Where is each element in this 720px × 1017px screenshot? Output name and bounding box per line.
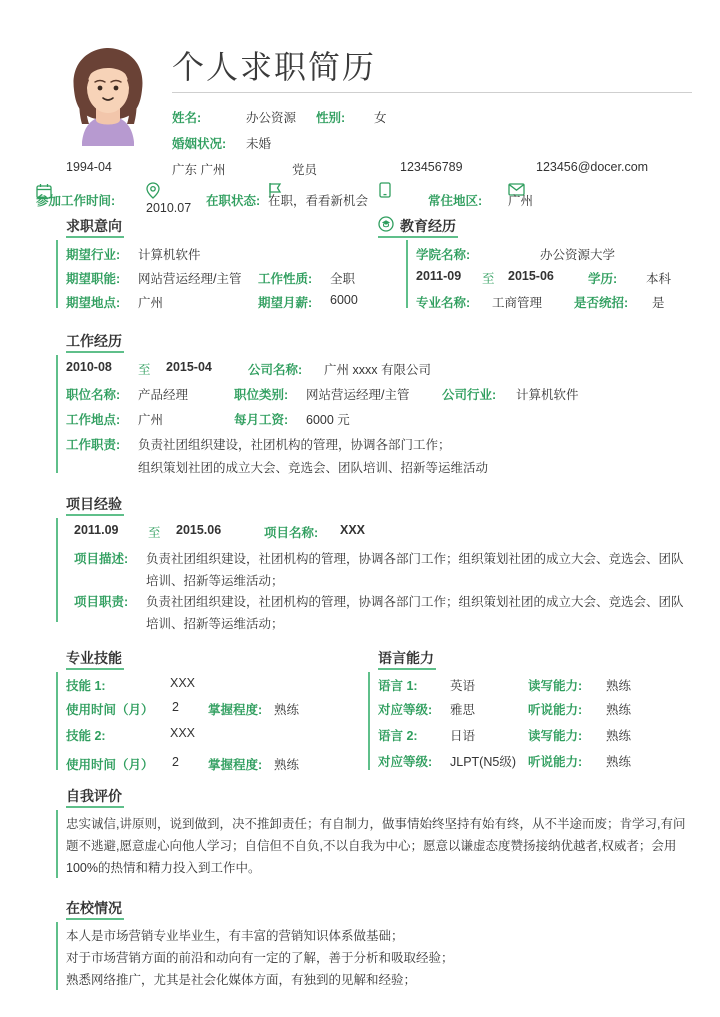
gender-value: 女 (374, 111, 387, 125)
project-duty-line0: 负责社团组织建设，社团机构的管理，协调各部门工作；组织策划社团的成立大会、竞选会、团队 (146, 595, 684, 609)
work-row0-label2: 职位类别: (234, 388, 289, 402)
school-value: 办公资源大学 (540, 248, 616, 262)
lang3-value: JLPT(N5级) (450, 755, 516, 769)
skill0-level-value: 熟练 (274, 703, 300, 717)
lang0-label2: 读写能力: (528, 679, 583, 693)
unified-label: 是否统招: (574, 296, 629, 310)
education-underline (378, 236, 458, 238)
job-status-label: 在职状态: (206, 194, 261, 208)
project-start: 2011.09 (74, 523, 119, 537)
work-rule (56, 355, 58, 473)
work-underline (66, 351, 124, 353)
self-eval-underline (66, 806, 124, 808)
section-title-intent: 求职意向 (66, 218, 122, 234)
skill1-value: XXX (170, 726, 196, 740)
company-value: 广州 xxxx 有限公司 (324, 363, 431, 377)
education-icon (378, 216, 394, 232)
work-to: 至 (138, 363, 151, 377)
education-rule (406, 240, 408, 308)
major-value: 工商管理 (492, 296, 543, 310)
intent-rule (56, 240, 58, 308)
skills-underline (66, 668, 124, 670)
section-title-work: 工作经历 (66, 333, 122, 349)
intent-row2-value2: 6000 (330, 293, 358, 307)
lang1-value: 雅思 (450, 703, 476, 717)
intent-row0-value: 计算机软件 (138, 248, 201, 262)
work-duty-label: 工作职责: (66, 438, 121, 452)
lang3-label: 对应等级: (378, 755, 433, 769)
section-title-self-eval: 自我评价 (66, 788, 122, 804)
skill0-time-label: 使用时间（月） (66, 703, 154, 717)
skill0-time-value: 2 (172, 700, 179, 714)
project-name-label: 项目名称: (264, 526, 319, 540)
campus-rule (56, 922, 58, 990)
lang2-label2: 读写能力: (528, 729, 583, 743)
city-label: 常住地区: (428, 194, 483, 208)
work-duty-line1: 组织策划社团的成立大会、竞选会、团队培训、招新等运维活动 (138, 461, 489, 475)
self-eval-rule (56, 810, 58, 878)
marital-value: 未婚 (246, 137, 272, 151)
lang1-value2: 熟练 (606, 703, 632, 717)
lang2-value: 日语 (450, 729, 476, 743)
self-eval-line2: 100%的热情和精力投入到工作中。 (66, 861, 261, 875)
edu-to: 至 (482, 272, 495, 286)
work-row0-label: 职位名称: (66, 388, 121, 402)
intent-row2-value: 广州 (138, 296, 164, 310)
work-row0-label3: 公司行业: (442, 388, 497, 402)
section-title-campus: 在校情况 (66, 900, 122, 916)
title-divider (172, 92, 692, 93)
campus-line1: 对于市场营销方面的前沿和动向有一定的了解，善于分析和吸取经验； (66, 951, 454, 965)
major-label: 专业名称: (416, 296, 471, 310)
edu-end: 2015-06 (508, 269, 554, 283)
section-title-project: 项目经验 (66, 496, 122, 512)
work-end: 2015-04 (166, 360, 212, 374)
birth-value: 1994-04 (66, 160, 112, 174)
skill0-label: 技能 1: (66, 679, 106, 693)
intent-row2-label: 期望地点: (66, 296, 121, 310)
skill1-label: 技能 2: (66, 729, 106, 743)
campus-underline (66, 918, 124, 920)
work-row0-value3: 计算机软件 (516, 388, 579, 402)
work-row1-value2: 6000 元 (306, 413, 350, 427)
lang0-value: 英语 (450, 679, 476, 693)
work-row1-value: 广州 (138, 413, 164, 427)
lang0-value2: 熟练 (606, 679, 632, 693)
project-underline (66, 514, 124, 516)
project-duty-label: 项目职责: (74, 595, 129, 609)
degree-label: 学历: (588, 272, 618, 286)
skill1-time-label: 使用时间（月） (66, 758, 154, 772)
work-since-value: 2010.07 (146, 201, 192, 215)
self-eval-line0: 忠实诚信,讲原则，说到做到，决不推卸责任；有自制力，做事情始终坚持有始有终，从不半途而废；肯学习,有问 (66, 817, 686, 831)
project-duty-line1: 培训、招新等运维活动； (146, 617, 284, 631)
unified-value: 是 (652, 296, 665, 310)
work-row1-label2: 每月工资: (234, 413, 289, 427)
project-name-value: XXX (340, 523, 366, 537)
languages-underline (378, 668, 436, 670)
lang2-label: 语言 2: (378, 729, 418, 743)
project-desc-line0: 负责社团组织建设，社团机构的管理，协调各部门工作；组织策划社团的成立大会、竞选会、团队 (146, 552, 684, 566)
name-label: 姓名: (172, 111, 202, 125)
work-duty-line0: 负责社团组织建设，社团机构的管理，协调各部门工作； (138, 438, 451, 452)
intent-row1-value2: 全职 (330, 272, 356, 286)
project-rule (56, 518, 58, 622)
email-value: 123456@docer.com (536, 160, 649, 174)
lang3-label2: 听说能力: (528, 755, 583, 769)
skill0-level-label: 掌握程度: (208, 703, 263, 717)
intent-row1-value: 网站营运经理/主管 (138, 272, 242, 286)
city-value: 广州 (508, 194, 534, 208)
company-label: 公司名称: (248, 363, 303, 377)
skill1-time-value: 2 (172, 755, 179, 769)
section-title-education: 教育经历 (400, 218, 456, 234)
page-title: 个人求职简历 (172, 49, 377, 85)
languages-rule (368, 672, 370, 770)
intent-row1-label2: 工作性质: (258, 272, 313, 286)
degree-value: 本科 (646, 272, 672, 286)
work-row0-value2: 网站营运经理/主管 (306, 388, 410, 402)
project-to: 至 (148, 526, 161, 540)
project-end: 2015.06 (176, 523, 222, 537)
skill1-level-label: 掌握程度: (208, 758, 263, 772)
skills-rule (56, 672, 58, 770)
intent-row2-label2: 期望月薪: (258, 296, 313, 310)
header (0, 0, 720, 215)
name-value: 办公资源 (246, 111, 297, 125)
work-start: 2010-08 (66, 360, 112, 374)
skill0-value: XXX (170, 676, 196, 690)
campus-line2: 熟悉网络推广，尤其是社会化媒体方面，有独到的见解和经验； (66, 973, 417, 987)
job-status-value: 在职，看看新机会 (268, 194, 369, 208)
school-label: 学院名称: (416, 248, 471, 262)
lang1-label2: 听说能力: (528, 703, 583, 717)
work-row1-label: 工作地点: (66, 413, 121, 427)
work-since-label: 参加工作时间: (36, 194, 116, 208)
self-eval-line1: 题不逃避,愿意虚心向他人学习；自信但不自负,不以自我为中心；愿意以谦虚态度赞扬接纳优越者,权威者；会用 (66, 839, 677, 853)
phone-icon (378, 182, 392, 198)
project-desc-label: 项目描述: (74, 552, 129, 566)
intent-row1-label: 期望职能: (66, 272, 121, 286)
lang1-label: 对应等级: (378, 703, 433, 717)
intent-underline (66, 236, 124, 238)
phone-value: 123456789 (400, 160, 463, 174)
lang0-label: 语言 1: (378, 679, 418, 693)
marital-label: 婚姻状况: (172, 137, 227, 151)
skill1-level-value: 熟练 (274, 758, 300, 772)
campus-line0: 本人是市场营销专业毕业生，有丰富的营销知识体系做基础； (66, 929, 404, 943)
lang3-value2: 熟练 (606, 755, 632, 769)
intent-row0-label: 期望行业: (66, 248, 121, 262)
region-value: 广东 广州 (172, 163, 226, 177)
work-row0-value: 产品经理 (138, 388, 189, 402)
avatar (62, 46, 154, 146)
edu-start: 2011-09 (416, 269, 462, 283)
political-value: 党员 (292, 163, 318, 177)
gender-label: 性别: (316, 111, 346, 125)
section-title-languages: 语言能力 (378, 650, 434, 666)
lang2-value2: 熟练 (606, 729, 632, 743)
project-desc-line1: 培训、招新等运维活动； (146, 574, 284, 588)
section-title-skills: 专业技能 (66, 650, 122, 666)
